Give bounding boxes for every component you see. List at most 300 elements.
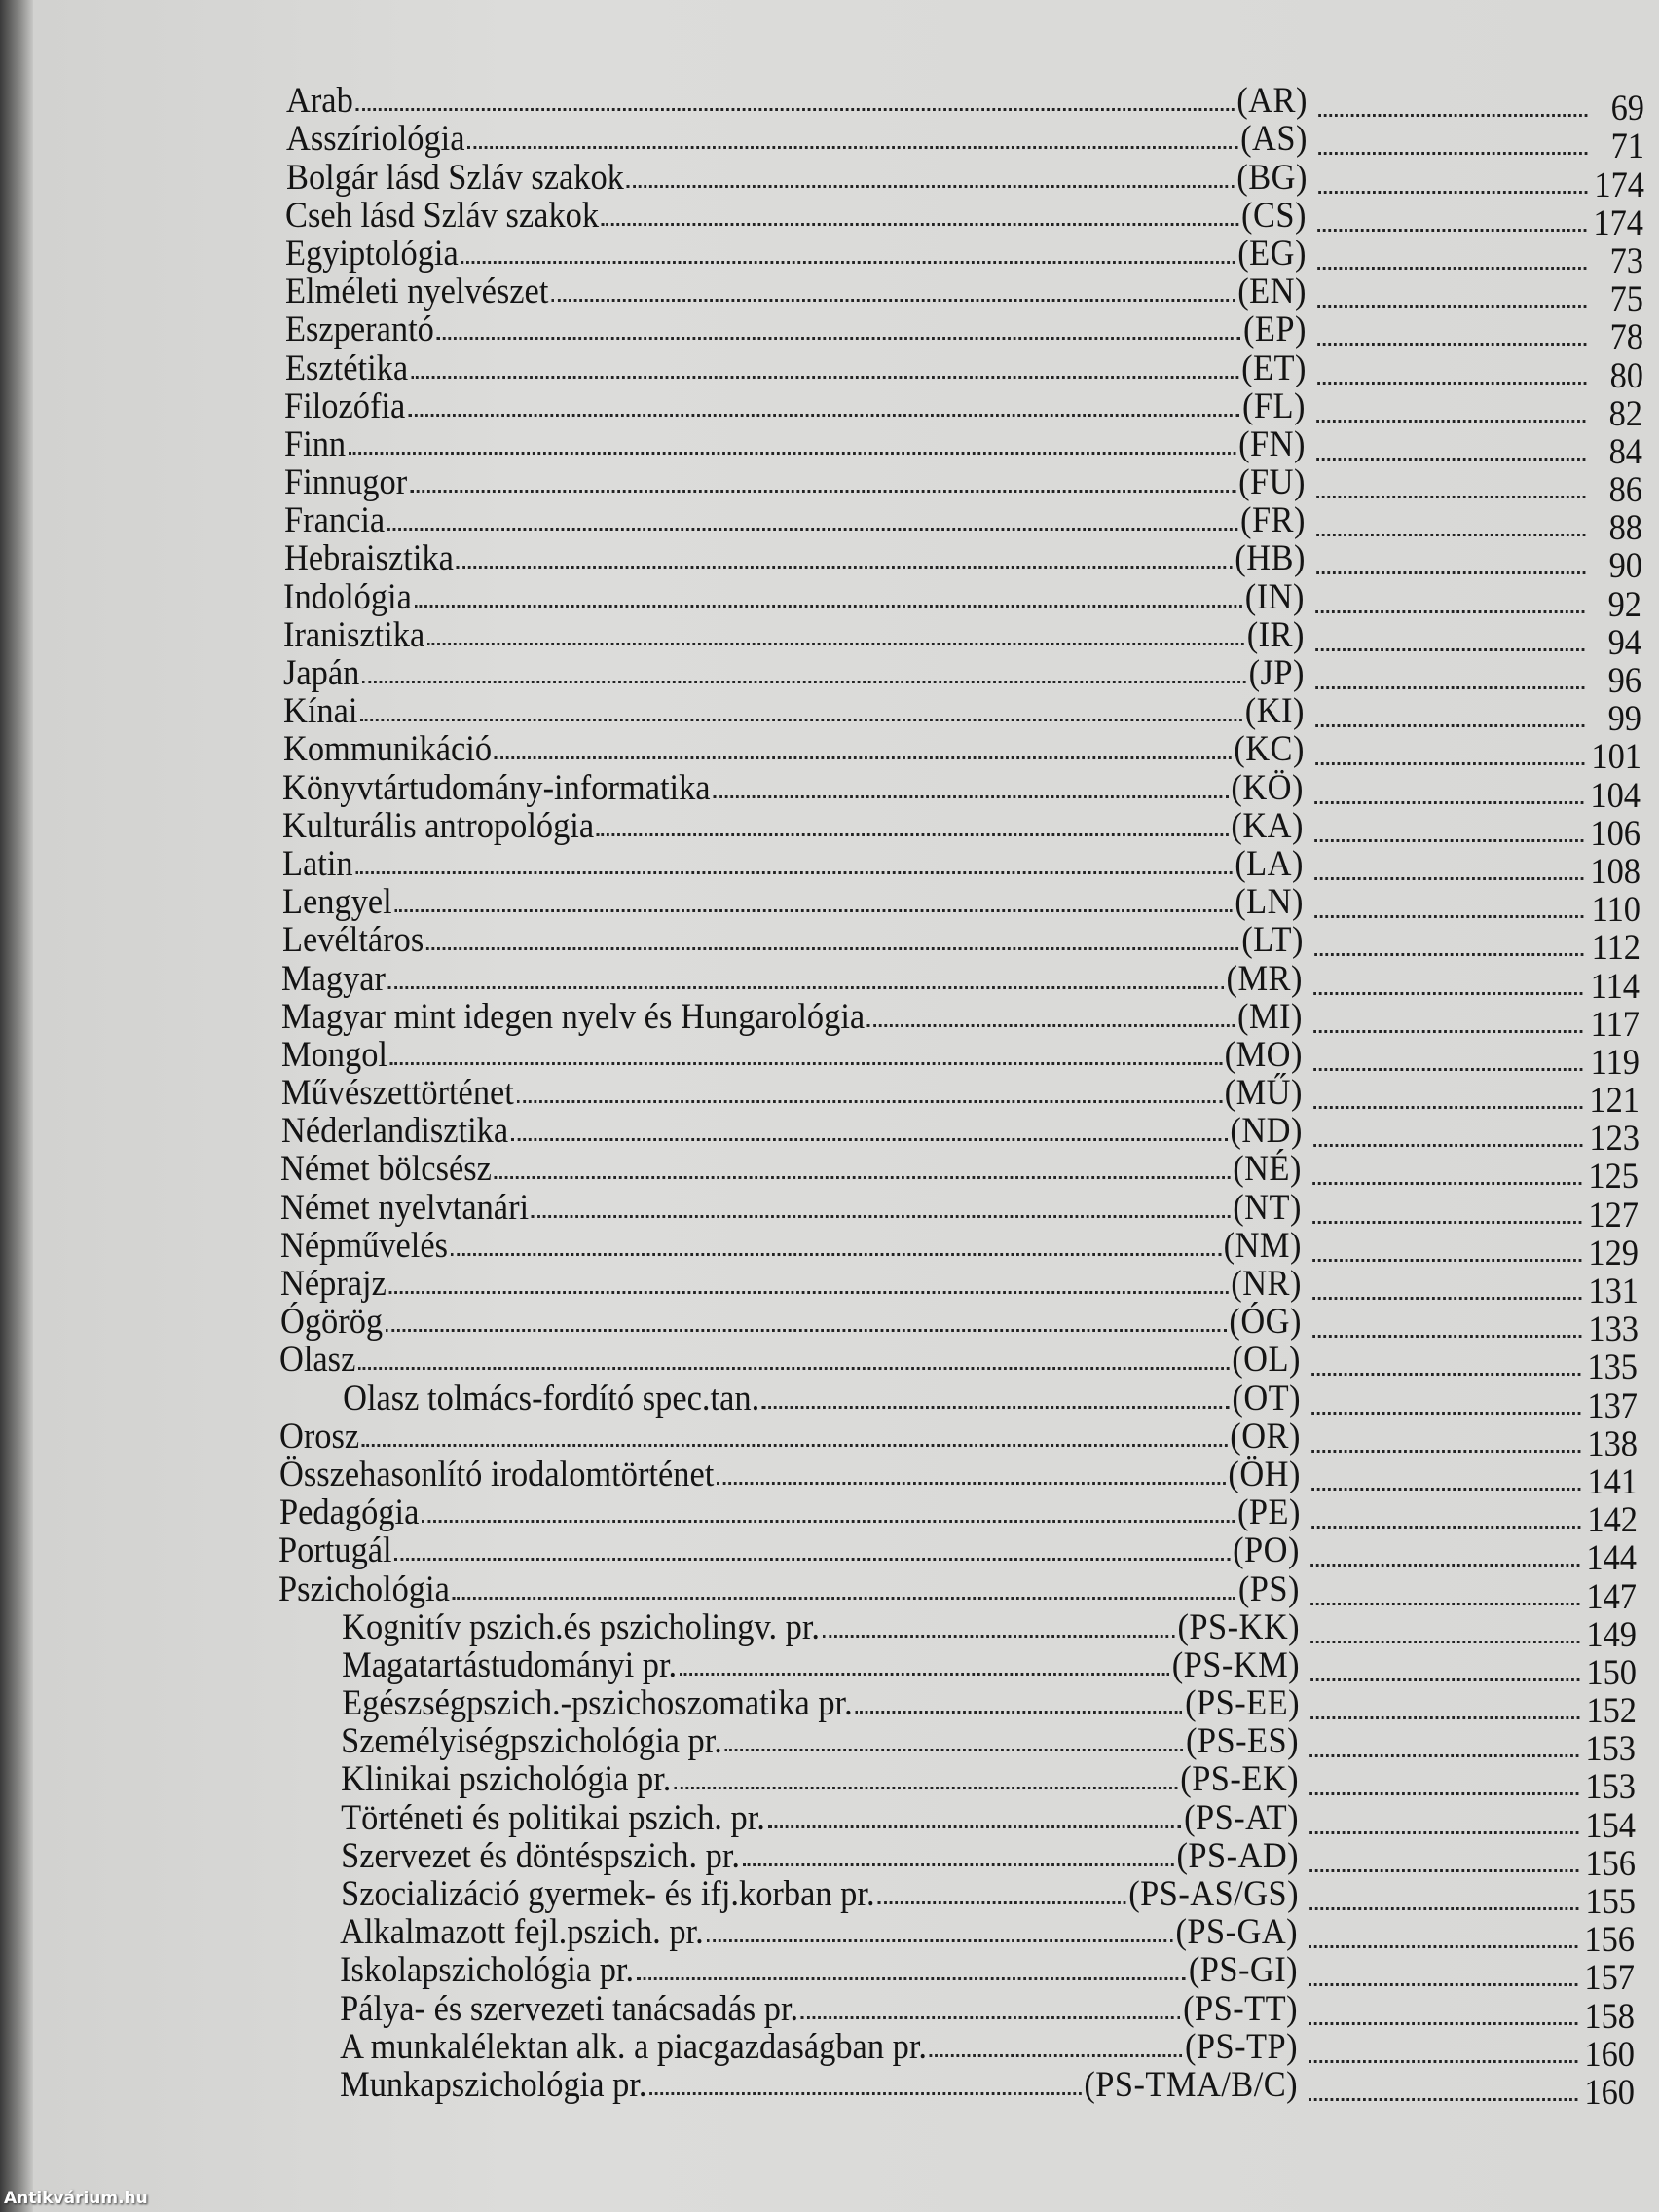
entry-title: Elméleti nyelvészet: [285, 272, 549, 313]
dot-leader: [387, 528, 1237, 531]
dot-leader: [1312, 1335, 1581, 1338]
dot-leader: [1312, 1221, 1581, 1224]
page-number: 108: [1590, 851, 1641, 892]
dot-leader: [1312, 1297, 1581, 1300]
toc-entry: [284, 462, 1642, 511]
entry-title: Alkalmazott fejl.pszich. pr.: [340, 1912, 705, 1953]
entry-title: Levéltáros: [281, 920, 424, 961]
toc-entry: [276, 2064, 1635, 2113]
entry-code: (EP): [1242, 310, 1307, 350]
entry-code: (AR): [1236, 81, 1308, 122]
entry-code: (JP): [1248, 653, 1305, 693]
toc-entry: [277, 1797, 1636, 1846]
entry-code: (EN): [1237, 272, 1307, 313]
entry-title: Ógörög: [279, 1302, 383, 1343]
entry-title-group: [282, 845, 1304, 883]
entry-code: (IR): [1246, 614, 1306, 655]
entry-title-group: [281, 998, 1303, 1036]
dot-leader: [717, 1482, 1226, 1485]
entry-title-group: [280, 1150, 1302, 1188]
entry-title: Cseh lásd Szláv szakok: [285, 195, 600, 236]
dot-leader: [1311, 1488, 1580, 1491]
dot-leader: [626, 185, 1234, 188]
dot-leader: [1309, 2022, 1577, 2025]
entry-title: Indológia: [283, 576, 413, 617]
entry-title-group: [286, 82, 1308, 120]
entry-title-group: [280, 1189, 1302, 1227]
dot-leader: [388, 986, 1224, 989]
entry-title-group: [278, 1531, 1300, 1569]
toc-entry: [281, 996, 1641, 1045]
entry-title-group: [283, 616, 1305, 654]
page-number: 90: [1608, 546, 1642, 587]
toc-entry: [285, 157, 1644, 205]
toc-entry: [280, 1111, 1640, 1160]
toc-entry: [285, 233, 1644, 281]
entry-title-group: [281, 1036, 1303, 1074]
page-number: 123: [1588, 1119, 1640, 1160]
dot-leader: [390, 1062, 1222, 1065]
entry-title-group: [283, 692, 1305, 730]
dot-leader: [1309, 1792, 1578, 1795]
page-number: 80: [1609, 355, 1643, 396]
entry-title-group: [282, 921, 1304, 959]
page-number: 156: [1585, 1843, 1636, 1884]
toc-entry: [283, 576, 1642, 625]
entry-code: (FN): [1238, 424, 1307, 464]
entry-title-group: [285, 235, 1307, 273]
toc-entry: [283, 653, 1641, 701]
dot-leader: [1309, 1831, 1578, 1834]
entry-title: Összehasonlító irodalomtörténet: [278, 1454, 715, 1494]
watermark: Antikvárium.hu: [4, 2189, 148, 2208]
dot-leader: [408, 414, 1239, 417]
entry-code: (MR): [1226, 958, 1304, 999]
toc-entry: [278, 1644, 1637, 1693]
dot-leader: [1317, 229, 1586, 232]
entry-title: Olasz: [279, 1340, 356, 1381]
entry-title: Finnugor: [284, 462, 408, 503]
entry-code: (PS-TT): [1183, 1988, 1299, 2029]
dot-leader: [422, 1520, 1235, 1523]
entry-title: Latin: [282, 843, 353, 884]
entry-code: (KC): [1233, 729, 1305, 770]
dot-leader: [494, 756, 1231, 759]
entry-title-group: [276, 1990, 1298, 2028]
toc-entry: [278, 1493, 1638, 1541]
entry-title: Kulturális antropológia: [282, 805, 595, 846]
dot-leader: [495, 1176, 1231, 1179]
entry-code: (PS-AT): [1184, 1797, 1300, 1838]
dot-leader: [1316, 496, 1585, 498]
toc-entry: [278, 1683, 1637, 1732]
dot-leader: [511, 1138, 1228, 1141]
dot-leader: [1310, 1603, 1579, 1605]
entry-title-group: [286, 120, 1308, 158]
dot-leader: [1317, 382, 1586, 385]
toc-entry: [280, 1149, 1640, 1198]
toc-entry: [282, 767, 1641, 816]
dot-leader: [1317, 267, 1586, 270]
entry-title: Művészettörténet: [280, 1073, 514, 1114]
toc-entry: [284, 310, 1643, 358]
entry-title-group: [284, 387, 1306, 425]
entry-code: (AS): [1239, 119, 1308, 160]
toc-entry: [282, 729, 1641, 778]
page-number: 160: [1583, 2072, 1635, 2113]
entry-title: Kommunikáció: [282, 729, 492, 770]
entry-code: (MŰ): [1224, 1073, 1303, 1114]
entry-code: (OL): [1232, 1340, 1302, 1381]
entry-title: Egészségpszich.-pszichoszomatika pr.: [341, 1683, 853, 1724]
toc-entry: [282, 691, 1641, 740]
dot-leader: [674, 1787, 1177, 1789]
dot-leader: [714, 795, 1229, 798]
toc-entry: [276, 1988, 1635, 2037]
page-number: 144: [1586, 1538, 1638, 1579]
toc-entry: [281, 1034, 1640, 1083]
toc-entry: [279, 1264, 1639, 1311]
entry-code: (PE): [1236, 1493, 1301, 1533]
dot-leader: [1318, 114, 1587, 117]
dot-leader: [1314, 839, 1583, 842]
entry-title: Pszichológia: [278, 1568, 451, 1609]
dot-leader: [394, 909, 1232, 912]
entry-code: (PS-GI): [1189, 1950, 1299, 1991]
toc-entry: [281, 882, 1641, 931]
entry-code: (HB): [1234, 538, 1306, 579]
page-number: 112: [1591, 928, 1641, 969]
dot-leader: [1312, 1182, 1581, 1185]
dot-leader: [649, 2092, 1081, 2095]
page-number: 141: [1587, 1461, 1638, 1502]
page-number: 131: [1588, 1272, 1639, 1311]
dot-leader: [1311, 1526, 1580, 1529]
page-number: 94: [1607, 622, 1642, 663]
toc-entry: [280, 1073, 1640, 1122]
entry-title: Magyar: [281, 958, 387, 999]
dot-leader: [360, 719, 1242, 721]
entry-title-group: [284, 463, 1306, 501]
page-number: 127: [1588, 1195, 1640, 1235]
entry-code: (PS-AS/GS): [1127, 1874, 1299, 1914]
entry-code: (IN): [1245, 576, 1306, 617]
dot-leader: [1318, 152, 1587, 155]
entry-title-group: [282, 807, 1304, 845]
entry-title-group: [276, 2028, 1298, 2066]
entry-title-group: [276, 1913, 1298, 1951]
page-number: 154: [1585, 1805, 1636, 1846]
page-number: 129: [1588, 1233, 1639, 1273]
entry-title-group: [279, 1418, 1301, 1456]
entry-title-group: [284, 539, 1306, 577]
toc-entry: [279, 1416, 1638, 1464]
dot-leader: [1309, 1983, 1577, 1986]
toc-entry: [282, 843, 1641, 892]
entry-code: (EG): [1237, 233, 1308, 274]
entry-title: Mongol: [281, 1034, 387, 1075]
entry-title: Magyar mint idegen nyelv és Hungarológia: [281, 996, 866, 1037]
entry-title: Esztétika: [284, 348, 408, 388]
entry-title: Szocializáció gyermek- és ifj.korban pr.: [340, 1874, 875, 1914]
dot-leader: [356, 108, 1235, 111]
dot-leader: [451, 1253, 1221, 1256]
dot-leader: [743, 1863, 1174, 1866]
entry-title-group: [279, 1456, 1301, 1493]
dot-leader: [823, 1635, 1175, 1638]
entry-title-group: [277, 1799, 1299, 1837]
entry-code: (NÉ): [1233, 1149, 1303, 1190]
dot-leader: [362, 681, 1246, 683]
entry-title-group: [276, 2066, 1298, 2104]
entry-title: Egyiptológia: [285, 233, 459, 274]
dot-leader: [855, 1711, 1182, 1714]
toc-entry: [285, 272, 1643, 320]
entry-code: (ET): [1240, 348, 1307, 388]
page-number: 73: [1609, 240, 1644, 281]
entry-code: (MO): [1224, 1034, 1303, 1075]
entry-code: (LT): [1240, 920, 1304, 961]
entry-title: A munkalélektan alk. a piacgazdaságban pr.: [339, 2026, 927, 2067]
dot-leader: [453, 1597, 1235, 1600]
dot-leader: [362, 1444, 1228, 1447]
toc-entry: [276, 2026, 1635, 2075]
entry-title: Finn: [284, 424, 347, 464]
page-number: 99: [1607, 699, 1641, 740]
toc-entry: [278, 1530, 1638, 1579]
toc-entry: [284, 348, 1643, 396]
dot-leader: [1317, 343, 1586, 346]
entry-title-group: [283, 578, 1305, 616]
dot-leader: [680, 1673, 1169, 1676]
page-number: 158: [1584, 1996, 1635, 2037]
dot-leader: [436, 337, 1240, 340]
page-number: 71: [1610, 127, 1644, 167]
toc-entry: [284, 424, 1643, 472]
page-number: 142: [1586, 1500, 1638, 1541]
entry-code: (ND): [1230, 1111, 1303, 1152]
page-number: 101: [1590, 737, 1641, 778]
document-page: [33, 0, 1659, 2212]
entry-title-group: [281, 1074, 1303, 1112]
entry-title: Pedagógia: [278, 1493, 419, 1533]
entry-title: Arab: [286, 81, 353, 122]
dot-leader: [801, 2016, 1180, 2019]
dot-leader: [516, 1100, 1221, 1103]
dot-leader: [1313, 1144, 1582, 1147]
page-number: 125: [1588, 1157, 1640, 1198]
dot-leader: [551, 299, 1235, 302]
entry-title: Történeti és politikai pszich. pr.: [341, 1797, 765, 1838]
page-number: 84: [1608, 431, 1643, 472]
toc-entry: [277, 1721, 1637, 1770]
entry-title-group: [277, 1875, 1299, 1913]
entry-title-group: [285, 273, 1307, 311]
entry-title: Munkapszichológia pr.: [339, 2064, 647, 2105]
entry-title-group: [280, 1227, 1302, 1265]
entry-title-group: [281, 1112, 1303, 1150]
page-number: 153: [1585, 1729, 1637, 1770]
toc-entry: [278, 1568, 1638, 1617]
dot-leader: [1311, 1373, 1580, 1376]
dot-leader: [461, 261, 1235, 264]
dot-leader: [355, 871, 1232, 874]
entry-title-group: [282, 883, 1304, 921]
dot-leader: [1316, 534, 1585, 536]
dot-leader: [1310, 1678, 1579, 1681]
entry-title-group: [283, 730, 1305, 768]
page-number: 92: [1607, 584, 1642, 625]
entry-title-group: [276, 1951, 1298, 1989]
dot-leader: [410, 490, 1235, 493]
dot-leader: [1315, 610, 1584, 613]
dot-leader: [1309, 1945, 1578, 1948]
page-number: 152: [1585, 1691, 1637, 1732]
toc-entry: [278, 1454, 1638, 1502]
page-number: 121: [1589, 1081, 1640, 1122]
page-number: 147: [1586, 1576, 1638, 1617]
entry-title-group: [278, 1646, 1300, 1684]
entry-title: Lengyel: [281, 882, 392, 923]
dot-leader: [867, 1024, 1235, 1027]
entry-title-group: [285, 197, 1307, 235]
dot-leader: [1313, 1030, 1582, 1033]
dot-leader: [1314, 877, 1583, 880]
toc-entry: [282, 805, 1641, 854]
page-number: 138: [1587, 1423, 1638, 1464]
dot-leader: [725, 1749, 1184, 1751]
entry-title-group: [277, 1837, 1299, 1875]
dot-leader: [456, 566, 1232, 569]
page-number: 82: [1608, 393, 1643, 434]
entry-title-group: [278, 1608, 1300, 1646]
entry-code: (PS-KK): [1177, 1606, 1301, 1647]
entry-title: Iranisztika: [283, 614, 425, 655]
entry-title: Japán: [283, 653, 360, 693]
dot-leader: [1309, 1907, 1578, 1910]
dot-leader: [1314, 801, 1583, 804]
toc-entry: [279, 1340, 1639, 1388]
entry-code: (OT): [1232, 1378, 1302, 1419]
entry-code: (ÖH): [1228, 1454, 1301, 1494]
toc-entry: [286, 81, 1644, 129]
dot-leader: [1315, 724, 1584, 727]
dot-leader: [768, 1825, 1182, 1828]
entry-title-group: [279, 1380, 1301, 1418]
dot-leader: [602, 223, 1238, 226]
entry-title: Néprajz: [279, 1264, 387, 1304]
entry-title: Kognitív pszich.és pszicholingv. pr.: [342, 1606, 821, 1647]
entry-code: (PS-KM): [1171, 1644, 1300, 1685]
entry-title-group: [280, 1303, 1302, 1341]
dot-leader: [1310, 1564, 1579, 1567]
dot-leader: [427, 643, 1244, 645]
entry-title: Néderlandisztika: [280, 1111, 508, 1152]
toc-entry: [280, 1187, 1640, 1235]
entry-title-group: [277, 1760, 1299, 1798]
dot-leader: [1314, 915, 1583, 918]
entry-code: (NM): [1223, 1225, 1302, 1266]
dot-leader: [1314, 953, 1583, 956]
dot-leader: [1313, 1068, 1582, 1071]
dot-leader: [877, 1901, 1125, 1904]
entry-code: (KÖ): [1231, 767, 1305, 808]
dot-leader: [1316, 420, 1585, 423]
page-number: 135: [1587, 1347, 1639, 1388]
dot-leader: [1316, 571, 1585, 574]
entry-code: (LN): [1235, 882, 1304, 923]
dot-leader: [1318, 191, 1587, 194]
entry-title-group: [278, 1570, 1300, 1608]
dot-leader: [762, 1406, 1230, 1409]
entry-code: (LA): [1235, 843, 1304, 884]
dot-leader: [707, 1939, 1173, 1942]
entry-title-group: [279, 1493, 1301, 1531]
toc-entry: [277, 1835, 1636, 1884]
page-number: 153: [1585, 1767, 1637, 1808]
page-number: 160: [1584, 2034, 1635, 2075]
entry-code: (KI): [1244, 691, 1305, 732]
entry-code: (MI): [1237, 996, 1304, 1037]
entry-code: (NT): [1233, 1187, 1303, 1228]
page-number: 114: [1591, 966, 1641, 1007]
toc-entry: [276, 1950, 1636, 1999]
dot-leader: [1313, 1106, 1582, 1109]
entry-code: (BG): [1235, 157, 1308, 198]
entry-title: Hebraisztika: [283, 538, 454, 579]
page-number: 104: [1590, 775, 1641, 816]
entry-title: Olasz tolmács-fordító spec.tan.: [343, 1378, 760, 1419]
entry-title: Klinikai pszichológia pr.: [341, 1759, 672, 1800]
entry-title: Francia: [283, 500, 385, 541]
dot-leader: [395, 1558, 1231, 1561]
entry-title-group: [281, 960, 1303, 998]
dot-leader: [359, 1367, 1230, 1370]
page-number: 78: [1609, 317, 1643, 358]
dot-leader: [1310, 1716, 1579, 1719]
page-number: 96: [1607, 661, 1641, 701]
dot-leader: [1310, 1641, 1579, 1643]
entry-title-group: [278, 1684, 1300, 1722]
dot-leader: [426, 947, 1238, 950]
page-number: 69: [1610, 89, 1644, 129]
toc-entry: [281, 958, 1641, 1007]
entry-code: (NR): [1231, 1264, 1302, 1304]
entry-title-group: [285, 350, 1307, 387]
entry-code: (FR): [1239, 500, 1306, 541]
toc-entry: [280, 1225, 1639, 1273]
entry-title-group: [283, 654, 1305, 692]
page-number: 155: [1584, 1882, 1636, 1922]
entry-title: Német nyelvtanári: [280, 1187, 530, 1228]
entry-code: (PS-GA): [1175, 1912, 1299, 1953]
toc-entry: [279, 1378, 1639, 1426]
entry-title: Kínai: [282, 691, 358, 732]
entry-title: Szervezet és döntéspszich. pr.: [340, 1835, 740, 1876]
dot-leader: [1309, 2098, 1577, 2101]
page-number: 156: [1584, 1920, 1636, 1961]
entry-title: Iskolapszichológia pr.: [340, 1950, 635, 1991]
entry-title: Bolgár lásd Szláv szakok: [285, 157, 624, 198]
dot-leader: [597, 833, 1229, 836]
toc-entry: [277, 1874, 1636, 1922]
dot-leader: [1309, 2060, 1577, 2063]
page-number: 106: [1590, 813, 1641, 854]
entry-title: Magatartástudományi pr.: [341, 1644, 677, 1685]
dot-leader: [532, 1215, 1231, 1218]
entry-title-group: [284, 501, 1306, 539]
dot-leader: [637, 1977, 1186, 1980]
